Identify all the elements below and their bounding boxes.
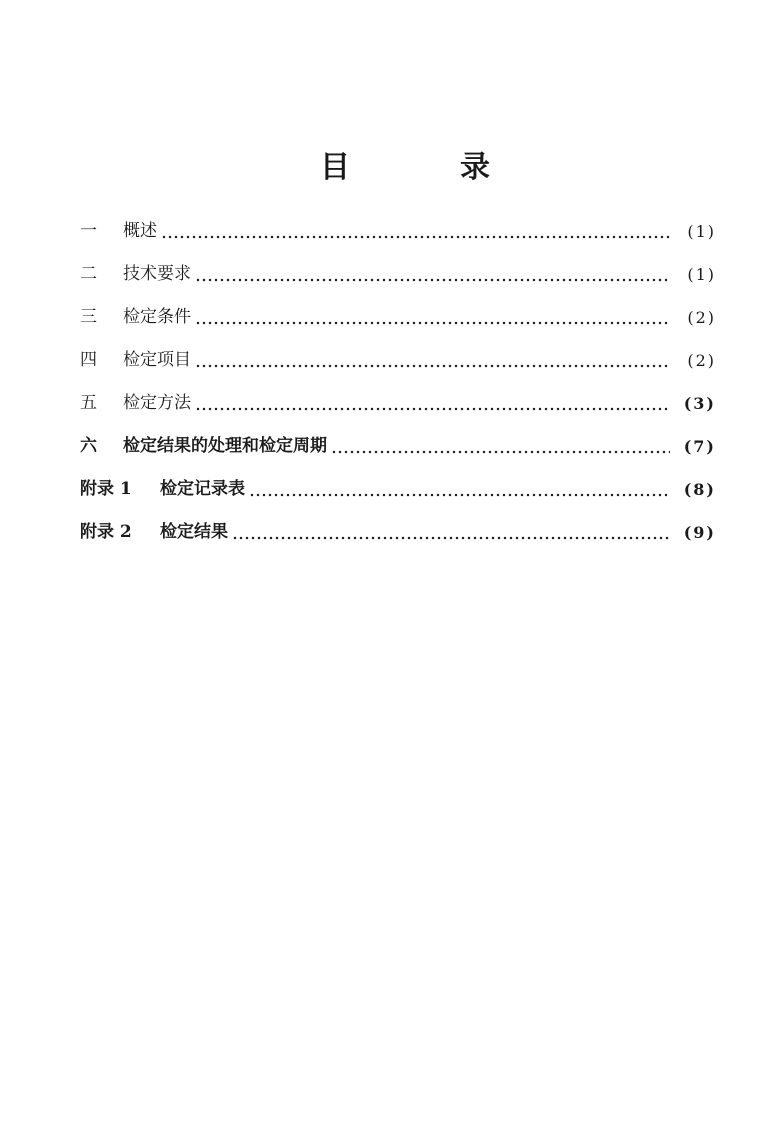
toc-entry-label: 检定结果的处理和检定周期 (123, 436, 327, 456)
dot-leader (195, 407, 670, 411)
table-of-contents (80, 210, 716, 554)
toc-entry-label: 检定条件 (123, 307, 191, 327)
title-char-lu: 录 (460, 150, 490, 185)
toc-entry-page: (9) (683, 523, 716, 542)
dot-leader (249, 493, 670, 497)
toc-entry-label: 检定项目 (123, 350, 191, 370)
toc-entry-number: 四 (80, 350, 97, 370)
toc-entry-label: 检定记录表 (160, 479, 245, 499)
toc-entry-page: (7) (683, 437, 716, 456)
toc-entry-number: 二 (80, 264, 97, 284)
toc-entry-label: 检定结果 (160, 522, 228, 542)
toc-entry-page: (1) (687, 265, 716, 284)
toc-entry-page: (2) (687, 351, 716, 370)
dot-leader (232, 536, 670, 540)
toc-entry-label: 检定方法 (123, 393, 191, 413)
toc-entry-result-handling[interactable] (80, 425, 716, 468)
toc-entry-number: 六 (80, 436, 97, 456)
dot-leader (161, 235, 670, 239)
toc-entry-page: (2) (687, 308, 716, 327)
toc-entry-verification-items[interactable] (80, 339, 716, 382)
dot-leader (195, 321, 670, 325)
page-title (0, 148, 764, 188)
toc-entry-verification-methods[interactable] (80, 382, 716, 425)
dot-leader (195, 278, 670, 282)
dot-leader (195, 364, 670, 368)
toc-entry-number: 一 (80, 221, 97, 241)
toc-entry-number: 五 (80, 393, 97, 413)
toc-entry-number: 三 (80, 307, 97, 327)
toc-entry-number: 附录 1 (80, 479, 132, 499)
toc-entry-label: 概述 (123, 221, 157, 241)
dot-leader (331, 450, 670, 454)
toc-entry-page: (3) (683, 394, 716, 413)
toc-entry-number: 附录 2 (80, 522, 132, 542)
toc-entry-appendix-2[interactable] (80, 511, 716, 554)
title-char-mu: 目 (320, 150, 350, 185)
toc-entry-page: (1) (687, 222, 716, 241)
toc-entry-technical-requirements[interactable] (80, 253, 716, 296)
toc-entry-label: 技术要求 (123, 264, 191, 284)
toc-entry-appendix-1[interactable] (80, 468, 716, 511)
toc-entry-verification-conditions[interactable] (80, 296, 716, 339)
toc-entry-overview[interactable] (80, 210, 716, 253)
toc-entry-page: (8) (683, 480, 716, 499)
